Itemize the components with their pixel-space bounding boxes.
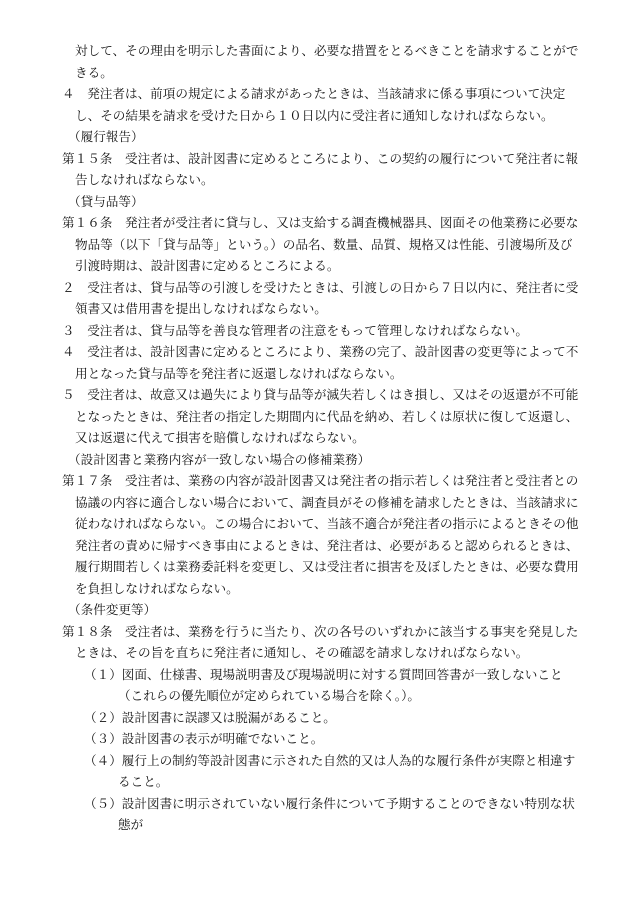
article-16-item-4: ４ 受注者は、設計図書に定めるところにより、業務の完了、設計図書の変更等によって不用となった貸与品等を発注者に返還しなければならない。 — [62, 344, 579, 381]
clause-14-item-4: ４ 発注者は、前項の規定による請求があったときは、当該請求に係る事項について決定し、その結果を請求を受けた日から１０日以内に受注者に通知しなければならない。 — [62, 86, 566, 123]
article-18-subitem-4: （４）履行上の制約等設計図書に示された自然的又は人為的な履行条件が実際と相違すること。 — [84, 752, 576, 789]
article-15: 第１５条 受注者は、設計図書に定めるところにより、この契約の履行について発注者に報告しなければならない。 — [62, 150, 579, 187]
article-16-item-5: ５ 受注者は、故意又は過失により貸与品等が滅失若しくはき損し、又はその返還が不可能となったときは、発注者の指定した期間内に代品を納め、若しくは原状に復して返還し、又は返還に代えて損害を賠償しなければならない。 — [62, 387, 579, 445]
article-16-item-2: ２ 受注者は、貸与品等の引渡しを受けたときは、引渡しの日から７日以内に、発注者に受領書又は借用書を提出しなければならない。 — [62, 279, 579, 316]
heading-condition-changes: （条件変更等） — [68, 602, 157, 617]
article-18-subitem-3: （３）設計図書の表示が明確でないこと。 — [84, 731, 324, 746]
article-18-subitem-5: （５）設計図書に明示されていない履行条件について予期することのできない特別な状態が — [84, 795, 575, 832]
article-18: 第１８条 受注者は、業務を行うに当たり、次の各号のいずれかに該当する事実を発見したときは、その旨を直ちに発注者に通知し、その確認を請求しなければならない。 — [62, 623, 579, 660]
article-17: 第１７条 受注者は、業務の内容が設計図書又は発注者の指示若しくは発注者と受注者との協議の内容に適合しない場合において、調査員がその修補を請求したときは、当該請求に従わなければならない。この場合において、当該不適合が発注者の指示によるときその他発注者の責めに帰すべき事由によるときは、発注者は、必要があると認められるときは、履行期間若しくは業務委託料を変更し、又は受注者に損害を及ぼしたときは、必要な費用を負担しなければならない。 — [62, 473, 579, 596]
article-18-subitem-2: （２）設計図書に誤謬又は脱漏があること。 — [84, 709, 336, 725]
heading-performance-report: （履行報告） — [68, 129, 144, 144]
article-16: 第１６条 発注者が受注者に貸与し、又は支給する調査機械器具、図面その他業務に必要な物品等（以下「貸与品等」という。）の品名、数量、品質、規格又は性能、引渡場所及び引渡時期は、設計図書に定めるところによる。 — [62, 215, 579, 273]
heading-loaned-items: （貸与品等） — [68, 193, 144, 209]
paragraph-continuation: 対して、その理由を明示した書面により、必要な措置をとるべきことを請求することができる。 — [75, 43, 579, 80]
heading-repair-work: （設計図書と業務内容が一致しない場合の修補業務） — [68, 451, 371, 467]
article-16-item-3: ３ 受注者は、貸与品等を善良な管理者の注意をもって管理しなければならない。 — [62, 322, 528, 338]
article-18-subitem-1: （１）図面、仕様書、現場説明書及び現場説明に対する質問回答書が一致しないこと（これらの優先順位が定められている場合を除く。）。 — [84, 666, 563, 703]
